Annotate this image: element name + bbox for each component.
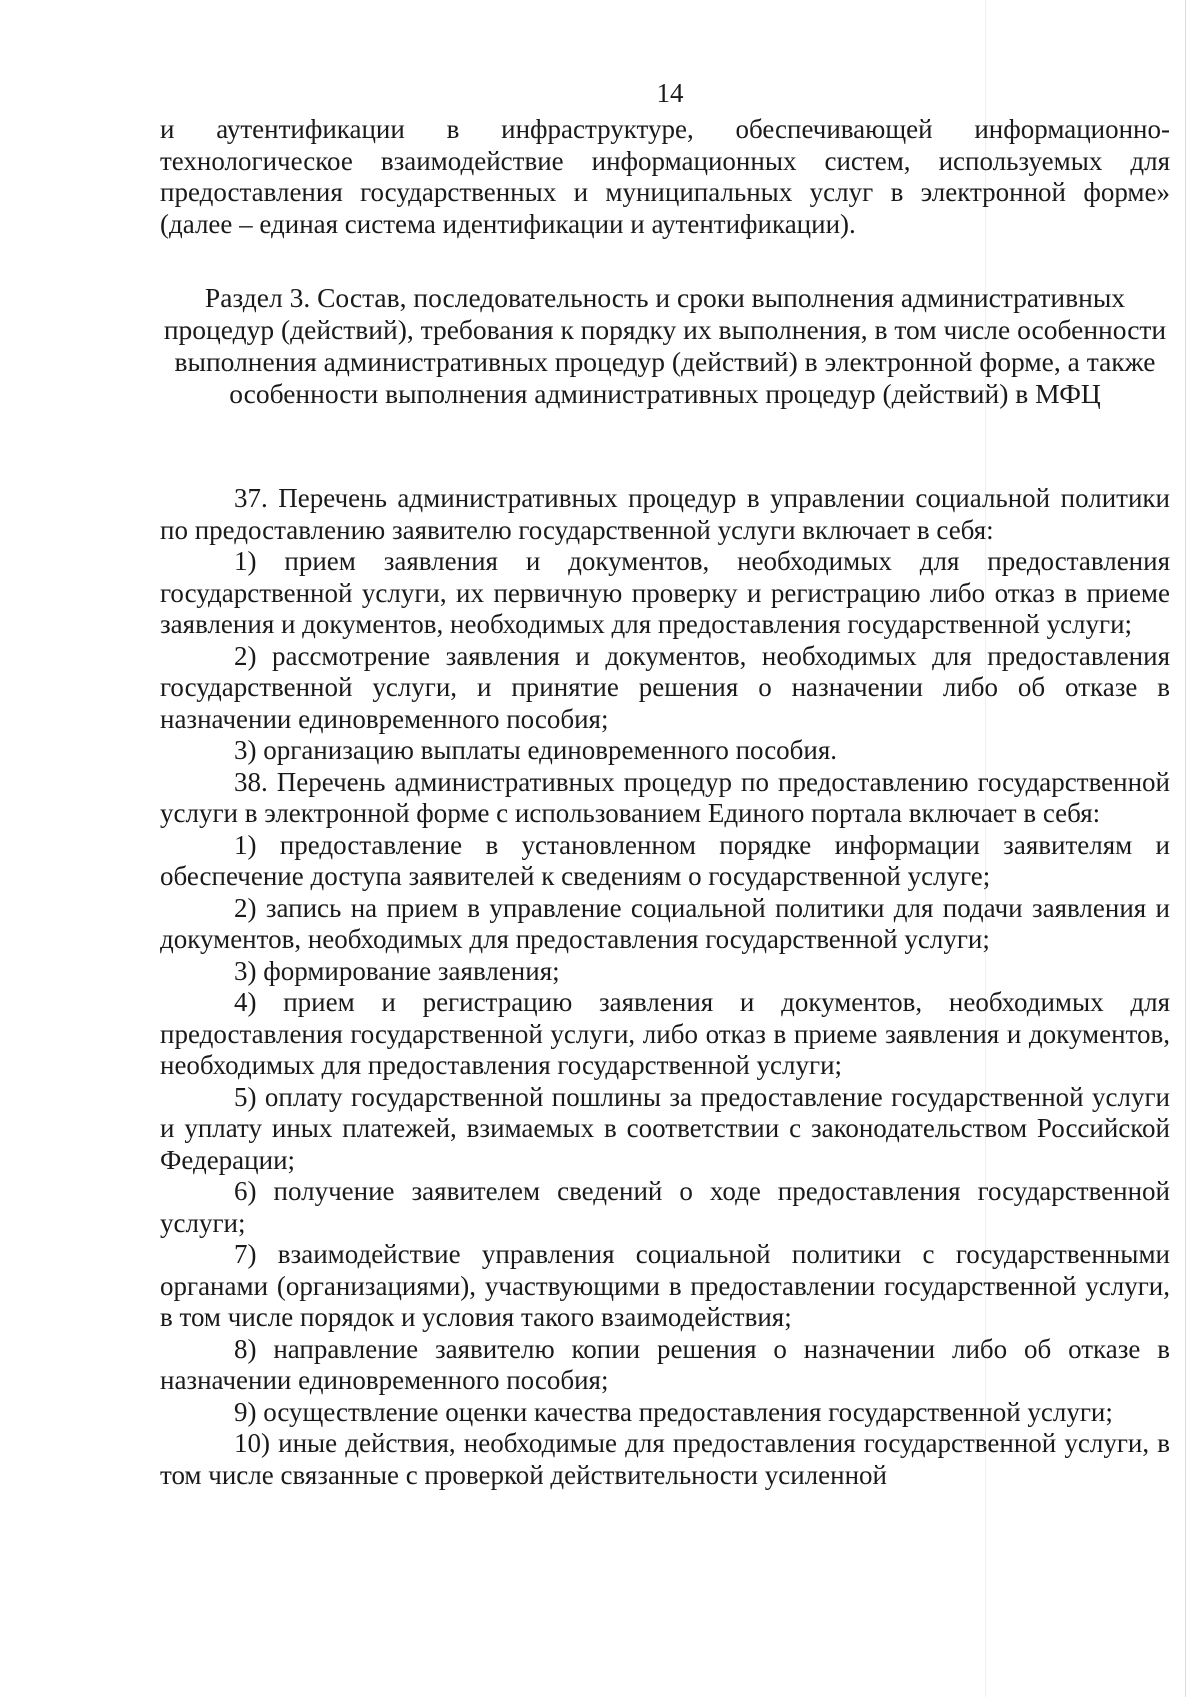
- list-item: 1) прием заявления и документов, необходимых для предоставления государственной услуги, их первичную проверку и регистрацию либо отказ в приеме заявления и документов, необходимых для предоставления государственной услуги;: [160, 546, 1170, 639]
- list-item: 10) иные действия, необходимые для предоставления государственной услуги, в том числе связанные с проверкой действительности усиленной: [160, 1428, 1170, 1490]
- list-item: 1) предоставление в установленном порядке информации заявителям и обеспечение доступа заявителей к сведениям о государственной услуге;: [160, 829, 1170, 891]
- scan-edge-line: [1185, 0, 1186, 1697]
- paragraph-37: 37. Перечень административных процедур в управлении социальной политики по предоставлению заявителю государственной услуги включает в себя:: [160, 483, 1170, 545]
- list-item: 6) получение заявителем сведений о ходе предоставления государственной услуги;: [160, 1176, 1170, 1238]
- list-item: 7) взаимодействие управления социальной политики с государственными органами (организациями), участвующими в предоставлении государственной услуги, в том числе порядок и условия такого взаимодействия;: [160, 1239, 1170, 1332]
- list-item: 3) организацию выплаты единовременного пособия.: [234, 735, 838, 765]
- list-item: 2) запись на прием в управление социальной политики для подачи заявления и документов, необходимых для предоставления государственной услуги;: [160, 892, 1170, 954]
- list-item: 8) направление заявителю копии решения о назначении либо об отказе в назначении единовременного пособия;: [160, 1333, 1170, 1395]
- list-item: 9) осуществление оценки качества предоставления государственной услуги;: [234, 1396, 1113, 1427]
- section-heading: Раздел 3. Состав, последовательность и сроки выполнения административных процедур (действий), требования к порядку их выполнения, в том числе особенности выполнения административных процедур (действий) в электронной форме, а также особенности выполнения административных процедур (действий) в МФЦ: [163, 282, 1167, 409]
- page-number: 14: [656, 78, 684, 108]
- list-item: 5) оплату государственной пошлины за предоставление государственной услуги и уплату иных платежей, взимаемых в соответствии с законодательством Российской Федерации;: [160, 1081, 1170, 1175]
- paragraph-38: 38. Перечень административных процедур по предоставлению государственной услуги в электронной форме с использованием Единого портала включает в себя:: [160, 766, 1170, 828]
- list-item: 2) рассмотрение заявления и документов, необходимых для предоставления государственной услуги, и принятие решения о назначении либо об отказе в назначении единовременного пособия;: [160, 640, 1170, 734]
- paragraph-continuation: и аутентификации в инфраструктуре, обеспечивающей информационно-технологическое взаимодействие информационных систем, используемых для предоставления государственных и муниципальных услуг в электронной форме» (далее – единая система идентификации и аутентификации).: [160, 114, 1170, 239]
- document-body: [160, 483, 1170, 1491]
- list-item: 3) формирование заявления;: [234, 955, 560, 986]
- list-item: 4) прием и регистрацию заявления и документов, необходимых для предоставления государственной услуги, либо отказ в приеме заявления и документов, необходимых для предоставления государственной услуги;: [160, 987, 1170, 1080]
